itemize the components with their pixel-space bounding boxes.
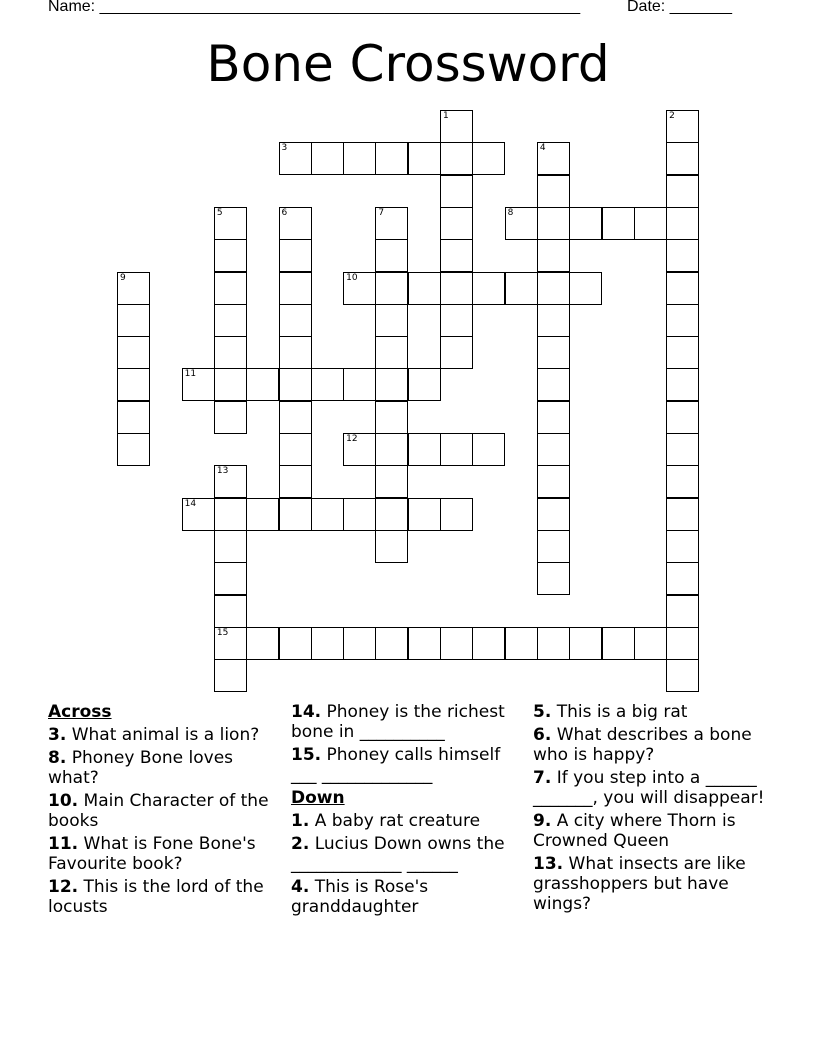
grid-cell[interactable] <box>279 433 312 466</box>
clue-text: A city where Thorn is Crowned Queen <box>533 811 736 851</box>
clue-across-8 <box>48 748 278 788</box>
grid-cell[interactable] <box>214 595 247 628</box>
grid-cell[interactable] <box>214 304 247 337</box>
grid-cell[interactable] <box>214 465 247 498</box>
grid-cell[interactable] <box>375 498 408 531</box>
clue-number-label: 6 <box>281 207 288 218</box>
clue-number: 9. <box>533 811 552 831</box>
clue-down-4 <box>291 877 526 917</box>
grid-cell[interactable] <box>666 498 699 531</box>
grid-cell[interactable] <box>537 498 570 531</box>
clue-down-1 <box>291 811 526 831</box>
grid-cell[interactable] <box>214 562 247 595</box>
grid-cell[interactable] <box>117 368 150 401</box>
grid-cell[interactable] <box>375 530 408 563</box>
grid-cell[interactable] <box>375 368 408 401</box>
clue-number-label: 4 <box>539 143 546 154</box>
grid-cell[interactable] <box>408 142 441 175</box>
clue-text: Lucius Down owns the _____________ ______ <box>291 834 505 874</box>
grid-cell[interactable] <box>505 207 538 240</box>
clue-number: 2. <box>291 834 310 854</box>
grid-cell[interactable] <box>343 433 376 466</box>
grid-cell[interactable] <box>472 272 505 305</box>
clue-number-label: 13 <box>216 466 229 477</box>
clue-text: Phoney calls himself ___ _____________ <box>291 745 501 785</box>
clue-number: 10. <box>48 791 79 811</box>
clue-across-3 <box>48 725 278 745</box>
grid-cell[interactable] <box>214 207 247 240</box>
clue-number-label: 14 <box>184 498 197 509</box>
grid-cell[interactable] <box>666 595 699 628</box>
clues-column-2 <box>291 702 526 920</box>
grid-cell[interactable] <box>343 498 376 531</box>
grid-cell[interactable] <box>375 433 408 466</box>
grid-cell[interactable] <box>408 368 441 401</box>
clue-number: 15. <box>291 745 322 765</box>
grid-cell[interactable] <box>537 304 570 337</box>
grid-cell[interactable] <box>279 498 312 531</box>
grid-cell[interactable] <box>666 239 699 272</box>
date-field-label[interactable]: Date: _______ <box>627 0 732 15</box>
grid-cell[interactable] <box>440 498 473 531</box>
grid-cell[interactable] <box>634 627 667 660</box>
grid-cell[interactable] <box>666 272 699 305</box>
clue-number: 3. <box>48 725 67 745</box>
grid-cell[interactable] <box>375 207 408 240</box>
grid-cell[interactable] <box>537 562 570 595</box>
grid-cell[interactable] <box>375 272 408 305</box>
clue-text: A baby rat creature <box>309 811 481 831</box>
grid-cell[interactable] <box>537 465 570 498</box>
grid-cell[interactable] <box>279 207 312 240</box>
clue-number: 14. <box>291 702 322 722</box>
clue-number: 6. <box>533 725 552 745</box>
grid-cell[interactable] <box>375 627 408 660</box>
grid-cell[interactable] <box>440 239 473 272</box>
clue-number: 4. <box>291 877 310 897</box>
grid-cell[interactable] <box>472 142 505 175</box>
grid-cell[interactable] <box>537 368 570 401</box>
clue-number: 11. <box>48 834 79 854</box>
grid-cell[interactable] <box>505 627 538 660</box>
grid-cell[interactable] <box>246 498 279 531</box>
clue-number: 8. <box>48 748 67 768</box>
clue-down-9 <box>533 811 768 851</box>
grid-cell[interactable] <box>666 659 699 692</box>
clue-down-2 <box>291 834 526 874</box>
grid-cell[interactable] <box>440 304 473 337</box>
grid-cell[interactable] <box>666 401 699 434</box>
down-heading: Down <box>291 788 345 808</box>
grid-cell[interactable] <box>408 627 441 660</box>
grid-cell[interactable] <box>666 110 699 143</box>
grid-cell[interactable] <box>343 368 376 401</box>
clue-across-14 <box>291 702 526 742</box>
grid-cell[interactable] <box>117 433 150 466</box>
grid-cell[interactable] <box>214 530 247 563</box>
name-field-label[interactable]: Name: ______________________________________________________ <box>48 0 581 15</box>
grid-cell[interactable] <box>537 142 570 175</box>
grid-cell[interactable] <box>343 272 376 305</box>
grid-cell[interactable] <box>214 368 247 401</box>
grid-cell[interactable] <box>666 368 699 401</box>
grid-cell[interactable] <box>472 433 505 466</box>
grid-cell[interactable] <box>246 627 279 660</box>
grid-cell[interactable] <box>440 627 473 660</box>
clue-number: 1. <box>291 811 310 831</box>
grid-cell[interactable] <box>537 175 570 208</box>
grid-cell[interactable] <box>279 368 312 401</box>
grid-cell[interactable] <box>343 142 376 175</box>
grid-cell[interactable] <box>375 336 408 369</box>
grid-cell[interactable] <box>537 401 570 434</box>
grid-cell[interactable] <box>440 433 473 466</box>
grid-cell[interactable] <box>311 627 344 660</box>
grid-cell[interactable] <box>440 175 473 208</box>
grid-cell[interactable] <box>214 627 247 660</box>
grid-cell[interactable] <box>537 627 570 660</box>
grid-cell[interactable] <box>569 627 602 660</box>
clue-text: What animal is a lion? <box>66 725 260 745</box>
grid-cell[interactable] <box>311 142 344 175</box>
grid-cell[interactable] <box>214 659 247 692</box>
grid-cell[interactable] <box>214 336 247 369</box>
clue-text: Phoney is the richest bone in __________ <box>291 702 505 742</box>
grid-cell[interactable] <box>634 207 667 240</box>
grid-cell[interactable] <box>666 465 699 498</box>
grid-cell[interactable] <box>666 142 699 175</box>
grid-cell[interactable] <box>214 272 247 305</box>
grid-cell[interactable] <box>666 433 699 466</box>
grid-cell[interactable] <box>375 304 408 337</box>
grid-cell[interactable] <box>537 433 570 466</box>
clue-number: 12. <box>48 877 79 897</box>
clue-number-label: 3 <box>281 143 288 154</box>
clue-text: This is the lord of the locusts <box>48 877 264 917</box>
grid-cell[interactable] <box>182 498 215 531</box>
grid-cell[interactable] <box>214 401 247 434</box>
grid-cell[interactable] <box>472 627 505 660</box>
clue-text: What is Fone Bone's Favourite book? <box>48 834 256 874</box>
grid-cell[interactable] <box>408 433 441 466</box>
clue-text: What describes a bone who is happy? <box>533 725 752 765</box>
grid-cell[interactable] <box>117 272 150 305</box>
clue-across-11 <box>48 834 278 874</box>
grid-cell[interactable] <box>214 498 247 531</box>
clue-number-label: 8 <box>507 207 514 218</box>
clue-number-label: 5 <box>216 207 223 218</box>
clue-number-label: 1 <box>443 111 449 121</box>
grid-cell[interactable] <box>246 368 279 401</box>
across-heading: Across <box>48 702 112 722</box>
grid-cell[interactable] <box>117 336 150 369</box>
clues-column-1 <box>48 702 278 920</box>
grid-cell[interactable] <box>279 272 312 305</box>
clue-down-6 <box>533 725 768 765</box>
grid-cell[interactable] <box>666 530 699 563</box>
grid-cell[interactable] <box>537 530 570 563</box>
clue-number-label: 12 <box>346 434 358 444</box>
grid-cell[interactable] <box>602 627 635 660</box>
grid-cell[interactable] <box>602 207 635 240</box>
clue-text: If you step into a ______ _______, you will disappear! <box>533 768 765 808</box>
grid-cell[interactable] <box>214 239 247 272</box>
clue-down-5 <box>533 702 768 722</box>
grid-cell[interactable] <box>666 562 699 595</box>
clue-across-12 <box>48 877 278 917</box>
grid-cell[interactable] <box>537 336 570 369</box>
grid-cell[interactable] <box>311 368 344 401</box>
grid-cell[interactable] <box>440 110 473 143</box>
grid-cell[interactable] <box>117 304 150 337</box>
grid-cell[interactable] <box>375 401 408 434</box>
grid-cell[interactable] <box>375 142 408 175</box>
grid-cell[interactable] <box>408 498 441 531</box>
clue-number: 13. <box>533 854 564 874</box>
grid-cell[interactable] <box>666 304 699 337</box>
clue-text: Main Character of the books <box>48 791 269 831</box>
grid-cell[interactable] <box>279 401 312 434</box>
clue-number-label: 11 <box>184 369 197 380</box>
clue-number-label: 10 <box>346 272 358 283</box>
grid-cell[interactable] <box>311 498 344 531</box>
clues-column-3 <box>533 702 768 917</box>
grid-cell[interactable] <box>440 207 473 240</box>
clue-text: Phoney Bone loves what? <box>48 748 234 788</box>
grid-cell[interactable] <box>279 304 312 337</box>
grid-cell[interactable] <box>117 401 150 434</box>
clue-text: This is a big rat <box>551 702 688 722</box>
clue-number-label: 7 <box>378 207 385 218</box>
grid-cell[interactable] <box>666 627 699 660</box>
grid-cell[interactable] <box>537 239 570 272</box>
clue-number: 5. <box>533 702 552 722</box>
grid-cell[interactable] <box>537 207 570 240</box>
grid-cell[interactable] <box>408 272 441 305</box>
clue-across-15 <box>291 745 526 785</box>
clue-number-label: 15 <box>216 627 229 638</box>
clue-text: What insects are like grasshoppers but have wings? <box>533 854 746 914</box>
clue-down-13 <box>533 854 768 914</box>
grid-cell[interactable] <box>440 272 473 305</box>
clue-number-label: 2 <box>669 111 675 121</box>
clue-number: 7. <box>533 768 552 788</box>
grid-cell[interactable] <box>279 465 312 498</box>
grid-cell[interactable] <box>182 368 215 401</box>
grid-cell[interactable] <box>279 336 312 369</box>
grid-cell[interactable] <box>375 239 408 272</box>
grid-cell[interactable] <box>666 175 699 208</box>
grid-cell[interactable] <box>505 272 538 305</box>
grid-cell[interactable] <box>537 272 570 305</box>
grid-cell[interactable] <box>440 336 473 369</box>
clue-text: This is Rose's granddaughter <box>291 877 429 917</box>
grid-cell[interactable] <box>440 142 473 175</box>
grid-cell[interactable] <box>279 142 312 175</box>
grid-cell[interactable] <box>666 207 699 240</box>
clue-number-label: 9 <box>120 272 126 283</box>
grid-cell[interactable] <box>666 336 699 369</box>
clue-across-10 <box>48 791 278 831</box>
grid-cell[interactable] <box>375 465 408 498</box>
grid-cell[interactable] <box>279 239 312 272</box>
grid-cell[interactable] <box>343 627 376 660</box>
clue-down-7 <box>533 768 768 808</box>
grid-cell[interactable] <box>279 627 312 660</box>
grid-cell[interactable] <box>569 272 602 305</box>
page-title: Bone Crossword <box>206 35 610 93</box>
grid-cell[interactable] <box>569 207 602 240</box>
